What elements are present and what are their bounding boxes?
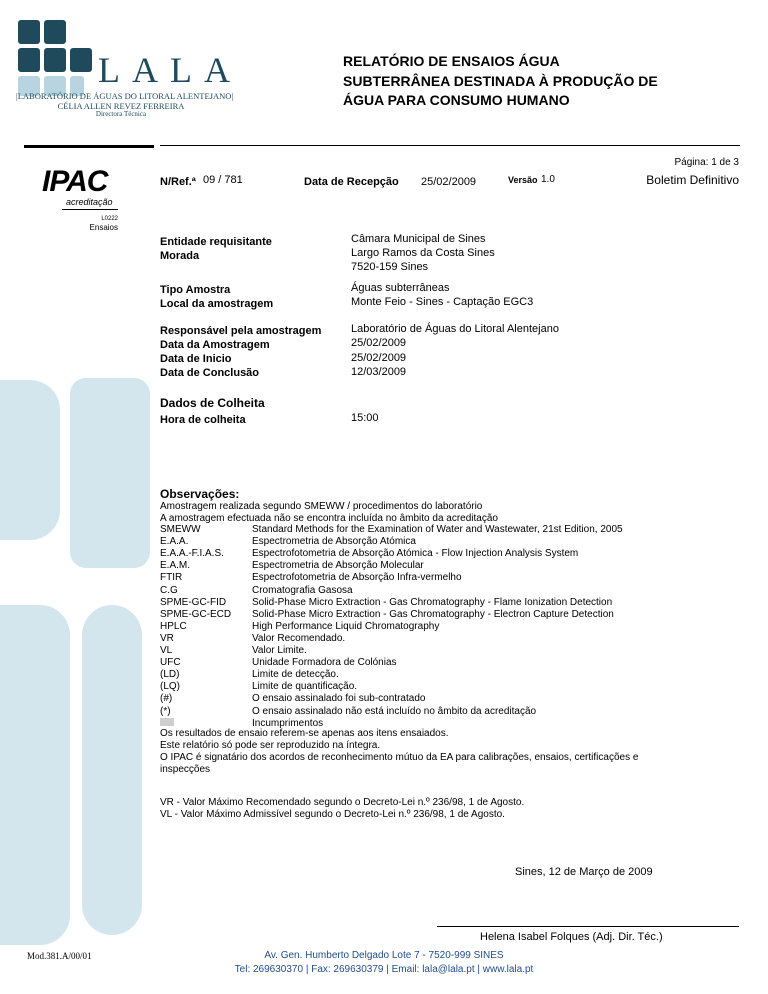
obs-line-accreditation: A amostragem efectuada não se encontra incluída no âmbito da acreditação xyxy=(160,513,498,524)
noncompliance-swatch xyxy=(160,718,174,726)
abbreviation-term: (*) xyxy=(160,705,171,717)
abbreviation-term: (LQ) xyxy=(160,681,180,693)
report-title: RELATÓRIO DE ENSAIOS ÁGUA SUBTERRÂNEA DESTINADA À PRODUÇÃO DE ÁGUA PARA CONSUMO HUMANO xyxy=(343,53,658,108)
abbreviation-definition: O ensaio assinalado não está incluído no âmbito da acreditação xyxy=(252,705,537,717)
abbreviation-row xyxy=(160,657,397,669)
abbreviation-term: E.A.A.-F.I.A.S. xyxy=(160,548,224,560)
version-label: Versão xyxy=(508,175,538,185)
abbreviation-definition: Unidade Formadora de Colónias xyxy=(252,657,397,669)
abbreviation-term: HPLC xyxy=(160,620,187,632)
abbreviation-definition: Espectrometria de Absorção Atómica xyxy=(252,536,416,548)
abbreviation-row xyxy=(160,693,426,705)
decorative-shape xyxy=(82,605,142,935)
version-value: 1.0 xyxy=(541,174,555,185)
signature-line xyxy=(437,926,739,927)
entity-label: Entidade requisitante xyxy=(160,236,272,248)
abbreviation-definition: Cromatografia Gasosa xyxy=(252,584,353,596)
footer-model: Mod.381.A/00/01 xyxy=(27,951,92,961)
ipac-logo-text: IPAC xyxy=(42,165,108,198)
abbreviation-row xyxy=(160,524,623,536)
abbreviation-term: E.A.A. xyxy=(160,536,189,548)
signature-place-date: Sines, 12 de Março de 2009 xyxy=(515,866,653,878)
decorative-shape xyxy=(0,605,70,945)
obs-note-reproduction: Este relatório só pode ser reproduzido na íntegra. xyxy=(160,740,381,751)
abbreviation-term: (LD) xyxy=(160,669,180,681)
decorative-shape xyxy=(0,380,60,540)
director-title: Directora Técnica xyxy=(95,110,147,118)
collection-time-label: Hora de colheita xyxy=(160,414,246,426)
abbreviation-term: FTIR xyxy=(160,572,183,584)
start-date-value: 25/02/2009 xyxy=(351,352,407,364)
report-status: Boletim Definitivo xyxy=(646,173,739,187)
sample-type-value: Águas subterrâneas xyxy=(351,282,450,294)
obs-note-results: Os resultados de ensaio referem-se apenas aos itens ensaiados. xyxy=(160,728,449,739)
end-date-value: 12/03/2009 xyxy=(351,366,407,378)
responsible-value: Laboratório de Águas do Litoral Alentejano xyxy=(351,323,559,335)
abbreviation-definition: Espectrofotometria de Absorção Infra-vermelho xyxy=(252,572,462,584)
abbreviation-row xyxy=(160,572,462,584)
abbreviation-term: SMEWW xyxy=(160,524,201,535)
header-divider xyxy=(160,145,740,146)
abbreviation-term: VR xyxy=(160,632,174,644)
abbreviation-definition: Solid-Phase Micro Extraction - Gas Chromatography - Flame Ionization Detection xyxy=(252,596,613,608)
nref-label: N/Ref.ª xyxy=(160,176,196,188)
abbreviation-term: E.A.M. xyxy=(160,560,191,572)
ipac-logo xyxy=(40,165,122,235)
abbreviation-definition: Valor Limite. xyxy=(252,645,307,656)
abbreviation-definition: Limite de detecção. xyxy=(252,669,339,681)
header-divider-bar xyxy=(24,145,154,148)
sample-place-label: Local da amostragem xyxy=(160,298,274,310)
address-line2: 7520-159 Sines xyxy=(351,261,429,273)
obs-note-ipac: O IPAC é signatário dos acordos de reconhecimento mútuo da EA para calibrações, ensaios, certificações e xyxy=(160,752,639,763)
abbreviation-definition: Solid-Phase Micro Extraction - Gas Chromatography - Electron Capture Detection xyxy=(252,608,614,620)
reception-label: Data de Recepção xyxy=(304,176,399,188)
address-label: Morada xyxy=(160,250,200,262)
obs-line-sampling: Amostragem realizada segundo SMEWW / procedimentos do laboratório xyxy=(160,501,483,512)
abbreviation-term: SPME-GC-ECD xyxy=(160,608,232,620)
abbreviation-definition: O ensaio assinalado foi sub-contratado xyxy=(252,693,426,705)
signature-name: Helena Isabel Folques (Adj. Dir. Téc.) xyxy=(480,931,663,943)
footer-contacts: Tel: 269630370 | Fax: 269630379 | Email: lala@lala.pt | www.lala.pt xyxy=(234,964,534,975)
collection-title: Dados de Colheita xyxy=(160,396,265,410)
abbreviation-definition: Limite de quantificação. xyxy=(252,681,358,693)
nref-value: 09 / 781 xyxy=(203,174,243,186)
abbreviation-term: UFC xyxy=(160,657,181,669)
end-date-label: Data de Conclusão xyxy=(160,367,260,379)
decorative-shape xyxy=(70,378,150,568)
abbreviation-row xyxy=(160,536,416,548)
abbreviation-definition: Espectrometria de Absorção Molecular xyxy=(252,560,424,572)
sampling-date-value: 25/02/2009 xyxy=(351,337,407,349)
abbreviation-term: SPME-GC-FID xyxy=(160,596,227,608)
ipac-underline xyxy=(62,209,118,210)
start-date-label: Data de Inicio xyxy=(160,353,232,365)
vl-note: VL - Valor Máximo Admissível segundo o Decreto-Lei n.º 236/98, 1 de Agosto. xyxy=(160,809,505,820)
abbreviation-row xyxy=(160,620,440,633)
abbreviation-definition: Espectrofotometria de Absorção Atómica - Flow Injection Analysis System xyxy=(252,548,579,560)
address-line1: Largo Ramos da Costa Sines xyxy=(351,247,495,259)
sampling-date-label: Data da Amostragem xyxy=(160,339,270,351)
vr-note: VR - Valor Máximo Recomendado segundo o Decreto-Lei n.º 236/98, 1 de Agosto. xyxy=(160,797,525,808)
abbreviation-row xyxy=(160,596,613,609)
page-number: Página: 1 de 3 xyxy=(674,157,739,168)
observations-title: Observações: xyxy=(160,487,240,501)
abbreviation-row xyxy=(160,584,353,597)
abbreviation-definition: Valor Recomendado. xyxy=(252,632,346,644)
abbreviation-row xyxy=(160,645,307,657)
abbreviation-row xyxy=(160,632,346,645)
abbreviation-row xyxy=(160,681,358,693)
director-name: CÉLIA ALLEN REVEZ FERREIRA xyxy=(57,101,185,111)
abbreviation-definition: Standard Methods for the Examination of Water and Wastewater, 21st Edition, 2005 xyxy=(252,524,623,535)
ipac-type: Ensaios xyxy=(89,223,118,232)
lab-name: |LABORATÓRIO DE ÁGUAS DO LITORAL ALENTEJANO| xyxy=(16,91,234,101)
sample-type-label: Tipo Amostra xyxy=(160,284,231,296)
abbreviation-row xyxy=(160,669,339,681)
obs-note-ipac-cont: inspecções xyxy=(160,764,211,775)
abbreviation-row xyxy=(160,705,537,718)
sample-place-value: Monte Feio - Sines - Captação EGC3 xyxy=(351,296,534,308)
abbreviation-definition: Incumprimentos xyxy=(252,717,324,729)
entity-value: Câmara Municipal de Sines xyxy=(351,233,486,245)
ipac-sub: acreditação xyxy=(66,197,113,207)
abbreviation-term: (#) xyxy=(160,693,173,705)
abbreviation-row xyxy=(160,548,579,560)
abbreviation-definition: High Performance Liquid Chromatography xyxy=(252,620,440,632)
abbreviation-row xyxy=(160,608,614,621)
abbreviation-term: C.G xyxy=(160,584,178,596)
lala-logo-letters: LALA xyxy=(98,50,242,90)
ipac-code: L0222 xyxy=(101,216,118,222)
abbreviation-term: VL xyxy=(160,645,173,656)
footer-address: Av. Gen. Humberto Delgado Lote 7 - 7520-999 SINES xyxy=(264,950,504,961)
collection-time-value: 15:00 xyxy=(351,412,379,424)
abbreviation-row xyxy=(160,560,424,572)
responsible-label: Responsável pela amostragem xyxy=(160,325,322,337)
reception-value: 25/02/2009 xyxy=(421,176,477,188)
